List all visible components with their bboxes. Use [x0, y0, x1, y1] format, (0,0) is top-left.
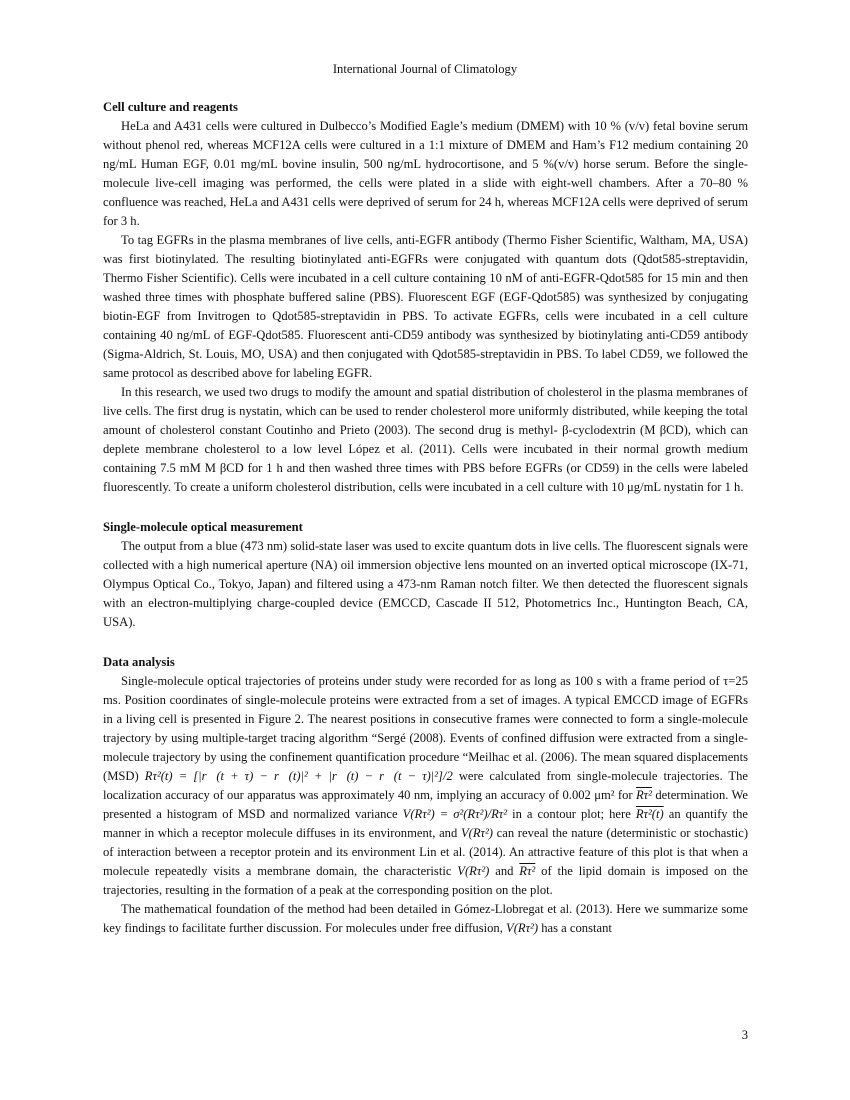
paragraph: To tag EGFRs in the plasma membranes of live cells, anti-EGFR antibody (Thermo Fisher Scientific, Waltham, MA, USA) was first biotinylated. The resulting biotinylated anti-EGFRs were conjugated with quantum dots (Qdot585-streptavidin, Thermo Fisher Scientific). Cells were incubated in a cell culture containing 10 nM of anti-EGFR-Qdot585 for 15 min and then washed three times with phosphate buffered saline (PBS). Fluorescent EGF (EGF-Qdot585) was synthesized by conjugating biotin-EGF from Invitrogen to Qdot585-streptavidin in PBS. To activate EGFRs, cells were incubated in a cell culture containing 40 ng/mL of EGF-Qdot585. Fluorescent anti-CD59 antibody was synthesized by biotinylating anti-CD59 antibody (Sigma-Aldrich, St. Louis, MO, USA) and then conjugated with Qdot585-streptavidin in PBS. To label CD59, we followed the same protocol as described above for labeling EGFR.	[103, 233, 748, 380]
text-run: Single-molecule optical trajectories of proteins under study were recorded for as long as 100 s with a frame period of τ=25 ms. Position coordinates of single-molecule proteins were extracted from a set of images. A typical EMCCD image of EGFRs in a living cell is presented in Figure 2. The nearest positions in consecutive frames were connected to form a single-molecule trajectory by using multiple-target tracing algorithm “Sergé (2008). Events of confined diffusion were extracted from a single-molecule trajectory by using the confinement quantification procedure “Meilhac et al. (2006). The mean squared displacements (MSD)	[103, 674, 748, 783]
paragraph: HeLa and A431 cells were cultured in Dulbecco’s Modified Eagle’s medium (DMEM) with 10 % (v/v) fetal bovine serum without phenol red, whereas MCF12A cells were cultured in a 1:1 mixture of DMEM and Ham’s F12 medium containing 20 ng/mL Human EGF, 0.01 mg/mL bovine insulin, 500 ng/mL hydrocortisone, and 5 %(v/v) horse serum. Before the single-molecule live-cell imaging was performed, the cells were plated in a slide with eight-well chambers. After a 70–80 % confluence was reached, HeLa and A431 cells were deprived of serum for 24 h, whereas MCF12A cells were deprived of serum for 3 h.	[103, 119, 748, 228]
text-run: can reveal the nature (deterministic or stochastic) of interaction between a receptor protein and its environment Lin et al. (2014). An attractive feature of this plot is that when a molecule repeatedly visits a membrane domain, the characteristic	[103, 826, 749, 878]
formula: Rτ²	[519, 864, 536, 878]
paragraph: In this research, we used two drugs to modify the amount and spatial distribution of cholesterol in the plasma membranes of live cells. The first drug is nystatin, which can be used to render cholesterol more uniformly distributed, while keeping the total amount of cholesterol constant Coutinho and Prieto (2003). The second drug is methyl- β-cyclodextrin (M βCD), which can deplete membrane cholesterol to a low level López et al. (2011). Cells were incubated in their normal growth medium containing 7.5 mM M βCD for 1 h and then washed three times with PBS before EGFRs (or CD59) in the cells were labeled fluorescently. To create a uniform cholesterol distribution, cells were incubated in a cell culture with 10 μg/mL nystatin for 1 h.	[103, 385, 748, 494]
section-title-data-analysis: Data analysis	[103, 655, 175, 669]
formula: V(Rτ²)	[457, 864, 490, 878]
paragraph	[103, 672, 748, 900]
text-run: and	[495, 864, 514, 878]
text-run: were calculated from single-molecule trajectories. The localization accuracy of our apparatus was approximately 40 nm, implying an accuracy of 0.002 μm² for	[103, 769, 749, 802]
text-run: has a constant	[541, 921, 612, 935]
text-run: an quantify the manner in which a receptor molecule diffuses in its environment, and	[103, 807, 749, 840]
formula: V(Rτ²)	[460, 826, 493, 840]
paragraph	[103, 900, 748, 938]
formula: Rτ²	[635, 788, 652, 802]
text-run: determination. We presented a histogram of MSD and normalized variance	[103, 788, 749, 821]
formula: V(Rτ²)	[506, 921, 539, 935]
paragraph: The output from a blue (473 nm) solid-state laser was used to excite quantum dots in live cells. The fluorescent signals were collected with a high numerical aperture (NA) oil immersion objective lens mounted on an inverted optical microscope (IX-71, Olympus Optical Co., Tokyo, Japan) and filtered using a 473-nm Raman notch filter. We then detected the fluorescent signals with an electron-multiplying charge-coupled device (EMCCD, Cascade II 512, Photometrics Inc., Huntington Beach, CA, USA).	[103, 539, 748, 629]
variance-formula: V(Rτ²) = σ²(Rτ²)/Rτ²	[402, 807, 508, 821]
text-run: The mathematical foundation of the method had been detailed in Gómez-Llobregat et al. (2013). Here we summarize some key findings to facilitate further discussion. For molecules under free diffusion,	[103, 902, 748, 935]
text-run: in a contour plot; here	[512, 807, 631, 821]
text-run: of the lipid domain is imposed on the trajectories, resulting in the formation of a peak at the corresponding position on the plot.	[103, 864, 749, 897]
msd-formula: Rτ²(t) = [|r⃗(t + τ) − r⃗(t)|² + |r⃗(t) − r⃗(t − τ)|²]/2	[144, 769, 453, 783]
section-gap	[103, 632, 748, 653]
section-title-optical-measurement: Single-molecule optical measurement	[103, 520, 303, 534]
running-header: International Journal of Climatology	[332, 62, 518, 76]
formula: Rτ²(t)	[635, 807, 664, 821]
section-title-cell-culture: Cell culture and reagents	[103, 100, 238, 114]
page-content	[103, 98, 748, 938]
section-gap	[103, 497, 748, 518]
page-number: 3	[741, 1028, 748, 1042]
